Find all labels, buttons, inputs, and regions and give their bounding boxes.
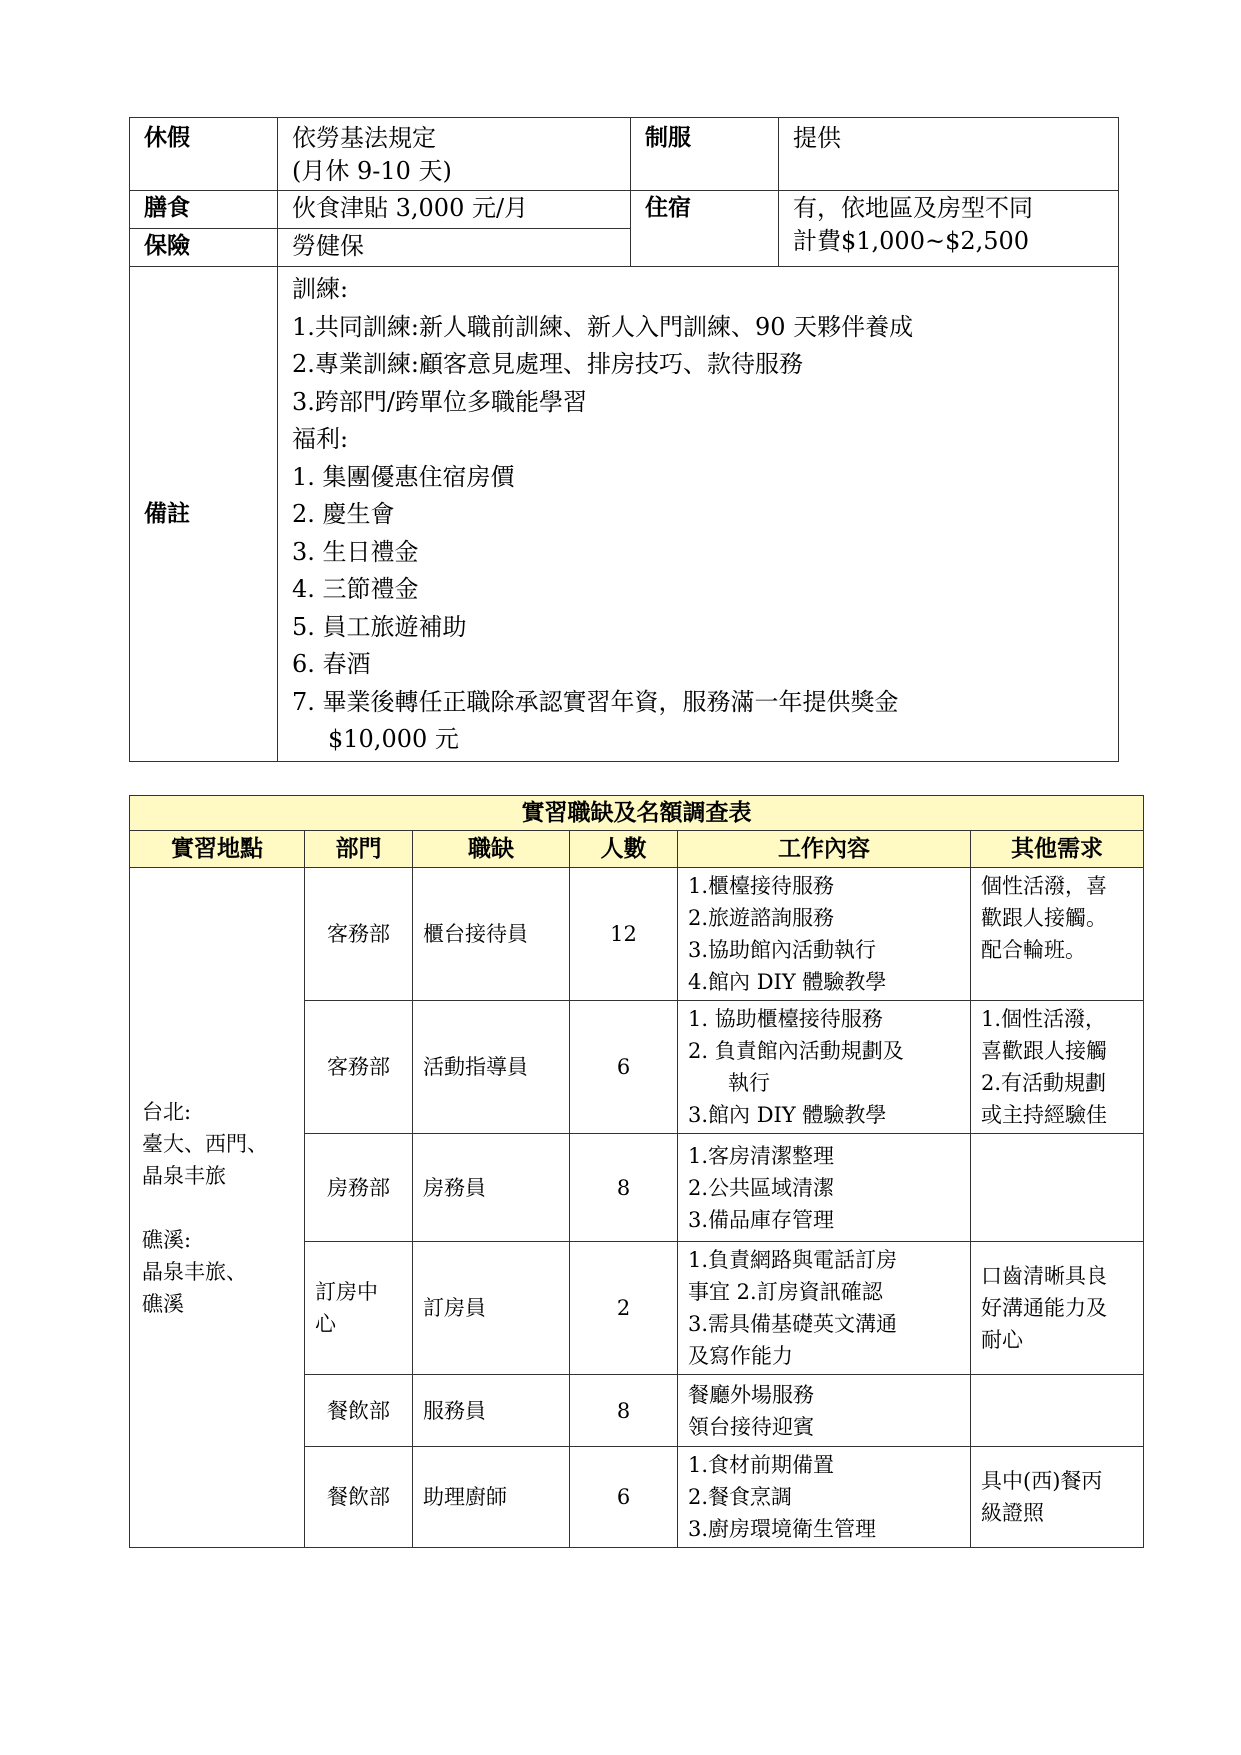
- leave-value-line: (月休 9-10 天): [292, 157, 452, 185]
- note-line: 3. 生日禮金: [292, 537, 419, 566]
- duty-line: 事宜 2.訂房資訊確認: [688, 1280, 883, 1304]
- note-line: 6. 春酒: [292, 650, 371, 678]
- duty-line: 及寫作能力: [688, 1344, 793, 1368]
- other-line: 配合輪班。: [981, 938, 1086, 962]
- dept-cell: 房務部: [305, 1134, 413, 1242]
- meal-value: 伙食津貼 3,000 元/月: [278, 191, 631, 229]
- other-line: 2.有活動規劃: [981, 1071, 1107, 1095]
- position-cell: 活動指導員: [413, 1001, 570, 1134]
- location-cell: [130, 868, 305, 1548]
- duties-cell: [678, 1001, 971, 1134]
- position-cell: 助理廚師: [413, 1447, 570, 1548]
- location-line: [142, 1192, 294, 1224]
- other-line: 具中(西)餐丙: [981, 1469, 1103, 1493]
- location-line: 臺大、西門、: [142, 1131, 268, 1156]
- header-count: 人數: [570, 831, 678, 868]
- duty-line: 領台接待迎賓: [688, 1414, 814, 1439]
- other-cell: [971, 1242, 1144, 1375]
- note-line: 1. 集團優惠住宿房價: [292, 462, 515, 491]
- other-line: 歡跟人接觸。: [981, 906, 1107, 930]
- position-cell: 訂房員: [413, 1242, 570, 1375]
- dept-cell: [305, 1242, 413, 1375]
- note-line: $10,000 元: [328, 725, 459, 753]
- header-dept: 部門: [305, 831, 413, 868]
- count-cell: 12: [570, 868, 678, 1001]
- duty-line: 2.旅遊諮詢服務: [688, 906, 835, 930]
- housing-label: 住宿: [631, 191, 779, 267]
- duty-line: 1.負責網路與電話訂房: [688, 1248, 898, 1272]
- table-row: [130, 868, 1144, 1001]
- location-line: 晶泉丰旅、: [142, 1259, 247, 1284]
- duty-line: 3.協助館內活動執行: [688, 938, 877, 962]
- duty-line: 2. 負責館內活動規劃及: [688, 1039, 904, 1063]
- internship-survey-table: [129, 795, 1144, 1548]
- note-line: 7. 畢業後轉任正職除承認實習年資，服務滿一年提供獎金: [292, 687, 899, 716]
- notes-content: [278, 267, 1119, 762]
- duty-line: 2.公共區域清潔: [688, 1175, 835, 1200]
- other-line: 或主持經驗佳: [981, 1103, 1107, 1127]
- other-cell: [971, 1134, 1144, 1242]
- other-line: 好溝通能力及: [981, 1296, 1107, 1320]
- duty-line: 3.備品庫存管理: [688, 1207, 835, 1232]
- housing-value-line: 有，依地區及房型不同: [793, 194, 1033, 222]
- survey-title: 實習職缺及名額調查表: [130, 796, 1144, 831]
- location-line: 礁溪: [142, 1291, 184, 1316]
- count-cell: 2: [570, 1242, 678, 1375]
- duty-line: 1.櫃檯接待服務: [688, 874, 835, 898]
- note-line: 1.共同訓練:新人職前訓練、新人入門訓練、90 天夥伴養成: [292, 312, 914, 341]
- duty-line: 1.客房清潔整理: [688, 1143, 835, 1168]
- note-line: 2.專業訓練:顧客意見處理、排房技巧、款待服務: [292, 350, 803, 378]
- count-cell: 6: [570, 1001, 678, 1134]
- position-cell: 服務員: [413, 1375, 570, 1447]
- other-cell: [971, 1001, 1144, 1134]
- dept-line: 訂房中: [315, 1280, 378, 1304]
- insurance-value: 勞健保: [278, 229, 631, 267]
- other-line: 耐心: [981, 1328, 1023, 1352]
- count-cell: 8: [570, 1134, 678, 1242]
- count-cell: 6: [570, 1447, 678, 1548]
- dept-cell: 客務部: [305, 868, 413, 1001]
- position-cell: 房務員: [413, 1134, 570, 1242]
- duty-line: 2.餐食烹調: [688, 1485, 793, 1509]
- other-line: 口齒清晰具良: [981, 1264, 1107, 1288]
- note-line: 2. 慶生會: [292, 500, 395, 528]
- note-line: 3.跨部門/跨單位多職能學習: [292, 387, 587, 416]
- meal-label: 膳食: [130, 191, 278, 229]
- location-line: 台北:: [142, 1099, 192, 1124]
- header-position: 職缺: [413, 831, 570, 868]
- uniform-label: 制服: [631, 118, 779, 191]
- housing-value-line: 計費$1,000~$2,500: [793, 227, 1030, 255]
- other-line: 個性活潑，喜: [981, 874, 1107, 898]
- note-line: 訓練:: [292, 275, 349, 303]
- other-cell: [971, 1447, 1144, 1548]
- note-line: 5. 員工旅遊補助: [292, 612, 467, 641]
- uniform-value: 提供: [779, 118, 1119, 191]
- header-other: 其他需求: [971, 831, 1144, 868]
- notes-label: 備註: [130, 267, 278, 762]
- insurance-label: 保險: [130, 229, 278, 267]
- housing-value: [779, 191, 1119, 267]
- header-duties: 工作內容: [678, 831, 971, 868]
- position-cell: 櫃台接待員: [413, 868, 570, 1001]
- duty-line: 餐廳外場服務: [688, 1382, 814, 1407]
- duties-cell: [678, 868, 971, 1001]
- count-cell: 8: [570, 1375, 678, 1447]
- note-line: 4. 三節禮金: [292, 575, 419, 603]
- duties-cell: [678, 1134, 971, 1242]
- duty-line: 1.食材前期備置: [688, 1453, 835, 1477]
- duty-line: 4.館內 DIY 體驗教學: [688, 970, 887, 994]
- duty-line: 3.需具備基礎英文溝通: [688, 1312, 898, 1336]
- other-line: 1.個性活潑，: [981, 1007, 1107, 1031]
- other-line: 喜歡跟人接觸: [981, 1039, 1107, 1063]
- duties-cell: [678, 1375, 971, 1447]
- dept-cell: 餐飲部: [305, 1447, 413, 1548]
- duties-cell: [678, 1447, 971, 1548]
- leave-label: 休假: [130, 118, 278, 191]
- note-line: 福利:: [292, 425, 349, 453]
- duty-line: 執行: [728, 1071, 770, 1095]
- dept-line: 心: [315, 1312, 336, 1336]
- other-cell: [971, 868, 1144, 1001]
- other-cell: [971, 1375, 1144, 1447]
- duty-line: 1. 協助櫃檯接待服務: [688, 1007, 883, 1031]
- leave-value: [278, 118, 631, 191]
- duty-line: 3.廚房環境衛生管理: [688, 1517, 877, 1541]
- duties-cell: [678, 1242, 971, 1375]
- header-location: 實習地點: [130, 831, 305, 868]
- dept-cell: 客務部: [305, 1001, 413, 1134]
- leave-value-line: 依勞基法規定: [292, 124, 436, 152]
- location-line: 晶泉丰旅: [142, 1163, 226, 1188]
- location-line: 礁溪:: [142, 1227, 192, 1252]
- benefits-table: [129, 117, 1119, 762]
- other-line: 級證照: [981, 1501, 1044, 1525]
- dept-cell: 餐飲部: [305, 1375, 413, 1447]
- duty-line: 3.館內 DIY 體驗教學: [688, 1103, 887, 1127]
